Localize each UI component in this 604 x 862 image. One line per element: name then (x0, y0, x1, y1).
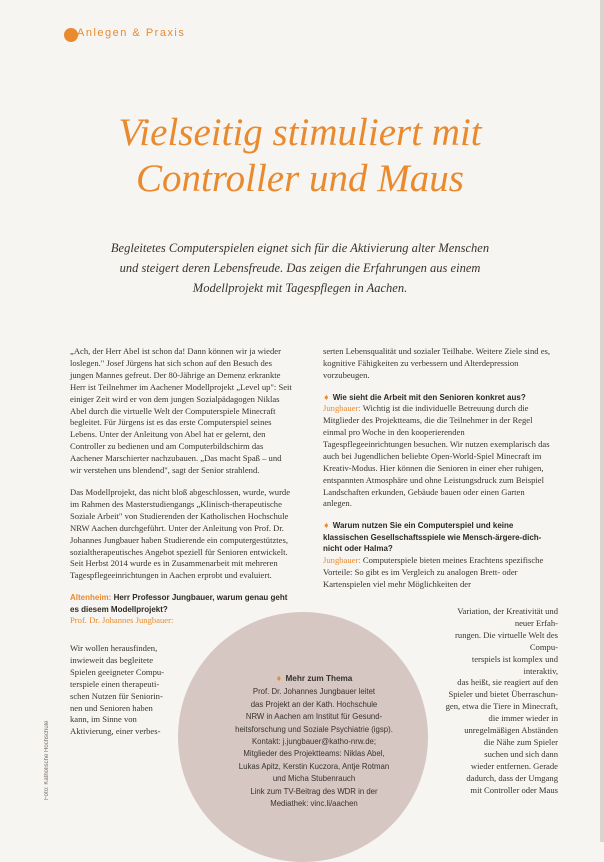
answer-tag: Jungbauer: (323, 554, 361, 565)
left-lower-text (70, 643, 170, 738)
info-line: heitsforschung und Soziale Psychiatrie (igsp). (235, 724, 393, 734)
info-box (228, 673, 400, 810)
page-edge (600, 0, 604, 842)
title-line-1: Vielseitig stimuliert mit (118, 111, 482, 154)
info-line: NRW in Aachen am Institut für Gesund- (245, 712, 383, 722)
body-paragraph: Das Modellprojekt, das nicht bloß abgeschlossen, wurde, wurde im Rahmen des Masterstudiengangs „Klinisch-therapeutische Soziale Arbeit" von Studierenden der Katholischen Hochschule NRW Aachen durchgeführt. Unter der Anleitung von Prof. Dr. Johannes Jungbauer haben Studierende ein computergestütztes, sozialtherapeutisches Angebot speziell für Senioren entwickelt. Seit Herbst 2014 wurde es in Zusammenarbeit mit mehreren Tagespflegeeinrichtungen in Aachen erprobt und evaluiert. (70, 486, 291, 581)
title-line-2: Controller und Maus (136, 157, 464, 200)
question-tag: Altenheim: (70, 593, 112, 603)
arrow-icon: ➧ (275, 674, 283, 683)
left-column (70, 346, 292, 627)
info-box-title-text: Mehr zum Thema (285, 674, 353, 683)
text-line: terspiele einen therapeuti- (70, 678, 160, 689)
info-line-link[interactable]: Mediathek: vinc.li/aachen (270, 799, 358, 809)
info-line: Lukas Apitz, Kerstin Kuczora, Antje Rotman (238, 761, 390, 771)
lead-line-2: und steigert deren Lebensfreude. Das zeigen die Erfahrungen aus einem (119, 261, 481, 275)
answer-paragraph (323, 555, 553, 591)
section-label: Anlegen & Praxis (77, 27, 186, 39)
text-line: Spielen geeigneter Compu- (70, 666, 165, 677)
text-line: Wir wollen herausfinden, (70, 643, 158, 653)
text-line: nen und Senioren haben (70, 702, 153, 713)
info-line: Prof. Dr. Johannes Jungbauer leitet (252, 687, 376, 697)
text-line: rungen. Die virtuelle Welt des Compu- (455, 629, 558, 652)
answer-paragraph (323, 403, 553, 510)
interview-question (70, 592, 292, 615)
info-line-email[interactable]: Kontakt: j.jungbauer@katho-nrw.de; (251, 737, 377, 747)
info-line: Link zum TV-Beitrag des WDR in der (250, 786, 378, 796)
text-line: Aktivierung, einer verbes- (70, 726, 161, 737)
body-paragraph: „Ach, der Herr Abel ist schon da! Dann können wir ja wieder loslegen." Josef Jürgens hat sich schon auf den Besuch des jungen Mannes gefreut. Der 80-Jährige an Demenz erkrankte Herr ist Teilnehmer im Aachener Modellprojekt „Level up": Seit einiger Zeit wird er von dem jungen Sozialpädagogen Niklas Abel durch die virtuelle Welt der Computerspiele Minecraft begleitet. Für Jürgens ist es das erste Computerspiel seines Lebens. Unter der Anleitung von Abel hat er gelernt, den Controller zu bedienen und am Computerbildschirm das Aachener Marschierter nachzubauen. „Das macht Spaß – und wir verstehen uns blendend", sagt der Senior strahlend. (70, 346, 292, 476)
text-line: mit Controller oder Maus (470, 784, 558, 795)
info-line: Mitglieder des Projektteams: Niklas Abel, (243, 749, 385, 759)
text-line: schen Nutzen für Seniorin- (70, 690, 163, 701)
right-column (323, 346, 553, 601)
text-line: suchen und sich dann (484, 748, 558, 759)
lead-line-3: Modellprojekt mit Tagespflegen in Aachen. (192, 281, 408, 295)
body-paragraph: serten Lebensqualität und sozialer Teilhabe. Weitere Ziele sind es, kognitive Fähigkeiten zu verbessern und Alterdepression vorzubeugen. (323, 346, 550, 380)
photo-credit: Foto: Katholische Hochschule (44, 720, 50, 800)
text-line: unregelmäßigen Abständen (464, 725, 558, 736)
article-lead (100, 238, 500, 298)
text-line: Spieler und bietet Überraschun- (448, 689, 558, 700)
text-line: Variation, der Kreativität und neuer Erfah- (457, 606, 558, 628)
text-line: das heißt, sie reagiert auf den (457, 677, 558, 688)
info-box-title (228, 673, 400, 685)
text-line: die Nähe zum Spieler (483, 736, 558, 747)
answer-text: Computerspiele bieten meines Erachtens spezifische Vorteile: So gibt es im Vergleich zu analogen Brett- oder Kartenspielen viel mehr Möglichkeiten der (323, 554, 544, 589)
interview-question (323, 520, 553, 555)
arrow-icon: ➧ (323, 521, 330, 531)
text-line: inwieweit das begleitete (70, 654, 154, 665)
interview-question (323, 392, 553, 404)
info-line: und Micha Stubenrauch (272, 774, 356, 784)
question-text: Warum nutzen Sie ein Computerspiel und keine klassischen Gesellschaftsspiele wie Mensch-ärgere-dich-nicht oder Halma? (323, 521, 542, 554)
text-line: terspiels ist komplex und interaktiv, (471, 653, 558, 676)
info-line: das Projekt an der Kath. Hochschule (250, 699, 378, 709)
text-line: die immer wieder in (488, 713, 558, 724)
answer-text: Wichtig ist die individuelle Betreuung durch die Mitglieder des Projektteams, die die Teilnehmer in der Regel einmal pro Woche in den kooperierenden Tagespflegeeinrichtungen besuchen. Wir nutzen exemplarisch das auch bei Jugendlichen beliebte Open-World-Spiel Minecraft im Kreativ-Modus. Hier können die Senioren in einer eher ruhigen, entspannten Atmosphäre und ohne Leistungsdruck zum Beispiel Landschaften erkunden, Gebäude bauen oder einen Garten anlegen. (323, 403, 550, 509)
article-title (40, 110, 560, 202)
answer-tag: Prof. Dr. Johannes Jungbauer: (70, 615, 174, 626)
text-line: wieder entfernen. Gerade (470, 760, 558, 771)
text-line: dadurch, dass der Umgang (466, 772, 558, 783)
lead-line-1: Begleitetes Computerspielen eignet sich für die Aktivierung alter Menschen (110, 241, 490, 255)
section-badge-dot (64, 28, 78, 42)
question-text: Wie sieht die Arbeit mit den Senioren konkret aus? (332, 392, 526, 402)
question-text: Herr Professor Jungbauer, warum genau geht es diesem Modellprojekt? (70, 593, 288, 614)
arrow-icon: ➧ (323, 392, 330, 402)
right-lower-text (438, 606, 558, 797)
text-line: gen, etwa die Tiere in Minecraft, (445, 701, 558, 712)
text-line: kann, im Sinne von (70, 714, 137, 725)
answer-tag: Jungbauer: (323, 403, 361, 414)
